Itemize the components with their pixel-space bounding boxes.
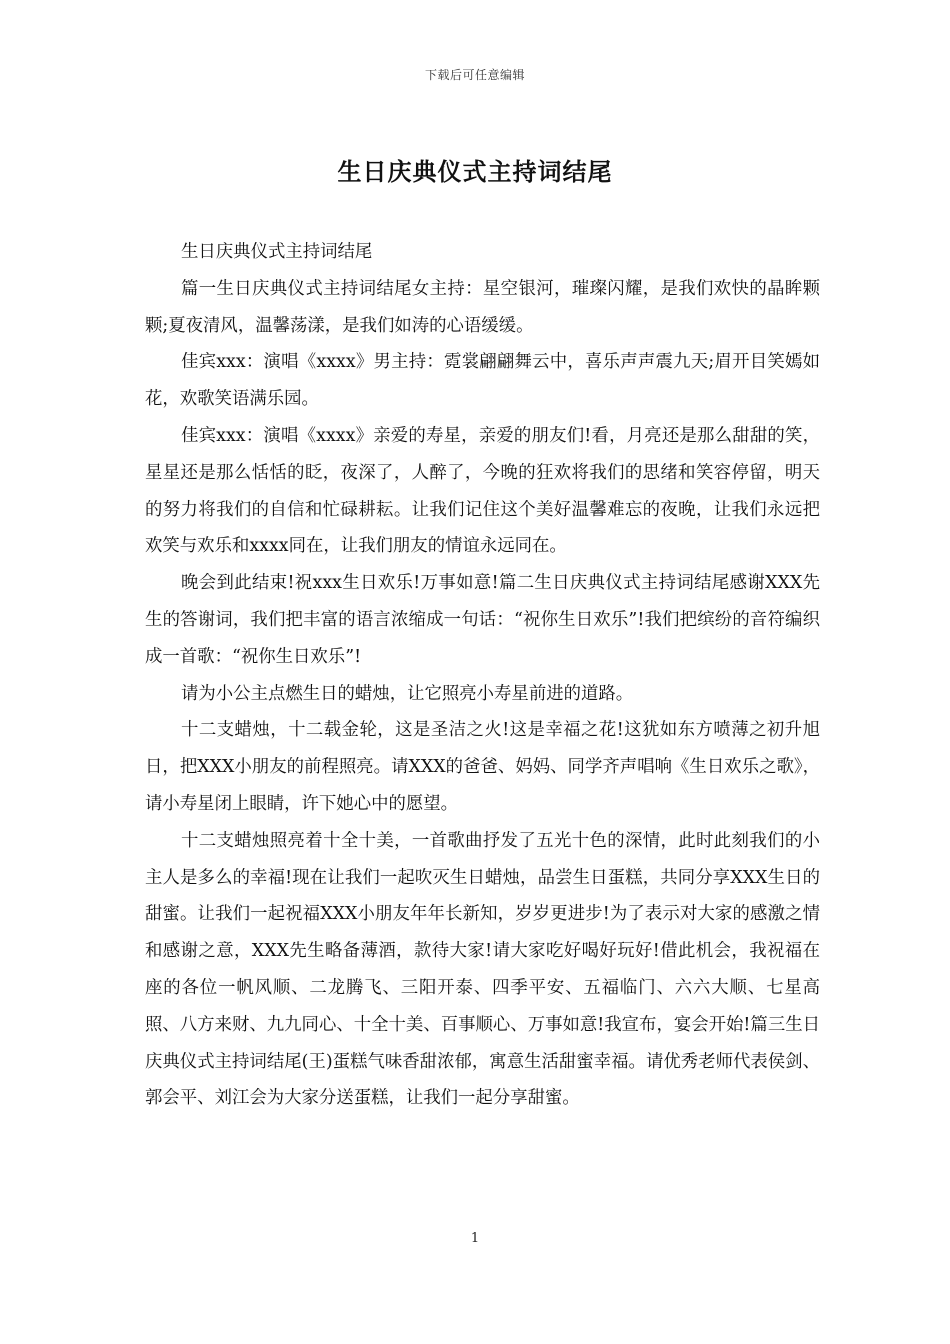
paragraph: 十二支蜡烛照亮着十全十美，一首歌曲抒发了五光十色的深情，此时此刻我们的小主人是多么的幸福!现在让我们一起吹灭生日蜡烛，品尝生日蛋糕，共同分享XXX生日的甜蜜。让我们一起祝福XXX小朋友年年长新知，岁岁更进步!为了表示对大家的感激之情和感谢之意，XXX先生略备薄酒，款待大家!请大家吃好喝好玩好!借此机会，我祝福在座的各位一帆风顺、二龙腾飞、三阳开泰、四季平安、五福临门、六六大顺、七星高照、八方来财、九九同心、十全十美、百事顺心、万事如意!我宣布，宴会开始!篇三生日庆典仪式主持词结尾(王)蛋糕气味香甜浓郁，寓意生活甜蜜幸福。请优秀老师代表侯剑、郭会平、刘江会为大家分送蛋糕，让我们一起分享甜蜜。: [145, 830, 820, 1109]
document-title: 生日庆典仪式主持词结尾: [337, 157, 613, 186]
paragraph: 篇一生日庆典仪式主持词结尾女主持：星空银河，璀璨闪耀，是我们欢快的晶眸颗颗;夏夜清风，温馨荡漾，是我们如涛的心语缓缓。: [145, 278, 820, 336]
paragraph: 佳宾xxx：演唱《xxxx》男主持：霓裳翩翩舞云中，喜乐声声震九天;眉开目笑嫣如花，欢歌笑语满乐园。: [145, 352, 820, 410]
document-body: [145, 234, 820, 1117]
paragraph: 佳宾xxx：演唱《xxxx》亲爱的寿星，亲爱的朋友们!看，月亮还是那么甜甜的笑，星星还是那么恬恬的眨，夜深了，人醉了，今晚的狂欢将我们的思绪和笑容停留，明天的努力将我们的自信和忙碌耕耘。让我们记住这个美好温馨难忘的夜晚，让我们永远把欢笑与欢乐和xxxx同在，让我们朋友的情谊永远同在。: [145, 425, 820, 557]
page-number: 1: [470, 1231, 480, 1246]
header-note: 下载后可任意编辑: [424, 68, 525, 82]
paragraph-subtitle: 生日庆典仪式主持词结尾: [181, 242, 373, 262]
paragraph: 晚会到此结束!祝xxx生日欢乐!万事如意!篇二生日庆典仪式主持词结尾感谢XXX先生的答谢词，我们把丰富的语言浓缩成一句话：“祝你生日欢乐”!我们把缤纷的音符编织成一首歌：“祝你生日欢乐”!: [145, 573, 820, 667]
paragraph: 十二支蜡烛，十二载金轮，这是圣洁之火!这是幸福之花!这犹如东方喷薄之初升旭日，把XXX小朋友的前程照亮。请XXX的爸爸、妈妈、同学齐声唱响《生日欢乐之歌》，请小寿星闭上眼睛，许下她心中的愿望。: [145, 720, 820, 814]
paragraph: 请为小公主点燃生日的蜡烛，让它照亮小寿星前进的道路。: [181, 683, 634, 704]
